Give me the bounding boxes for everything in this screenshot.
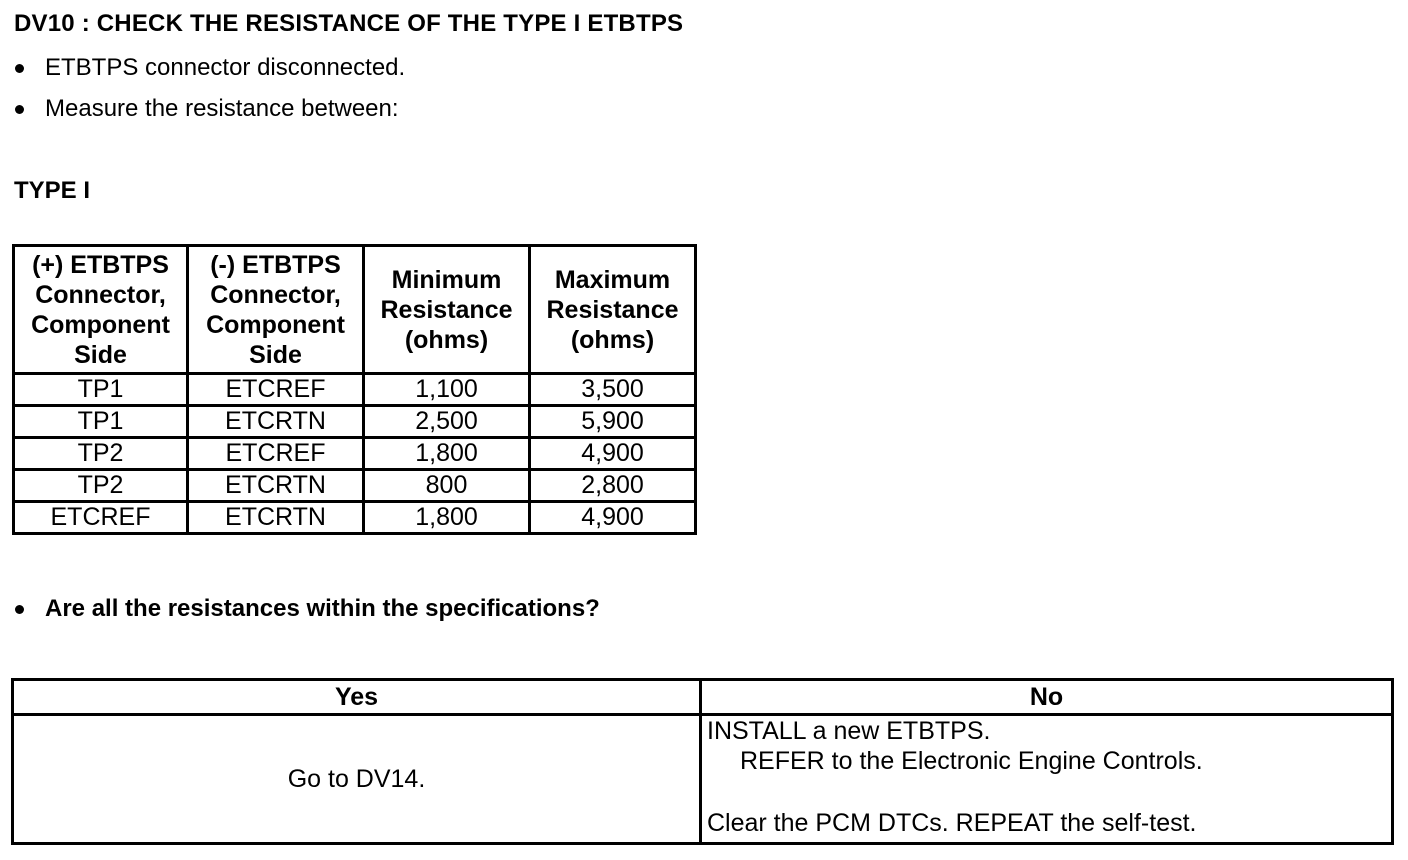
cell-positive: TP2	[14, 470, 188, 502]
cell-minimum: 1,800	[364, 502, 530, 534]
cell-positive: TP2	[14, 438, 188, 470]
cell-positive: TP1	[14, 374, 188, 406]
cell-negative: ETCREF	[188, 438, 364, 470]
answer-row	[13, 715, 1393, 844]
no-action-line: Clear the PCM DTCs. REPEAT the self-test.	[707, 809, 1197, 837]
bullet-text: ETBTPS connector disconnected.	[45, 54, 406, 81]
cell-positive: ETCREF	[14, 502, 188, 534]
cell-minimum: 2,500	[364, 406, 530, 438]
cell-maximum: 4,900	[530, 438, 696, 470]
bullet-dot-icon	[15, 605, 24, 614]
bullet-dot-icon	[15, 105, 24, 114]
no-action-line: REFER to the Electronic Engine Controls.	[740, 747, 1203, 775]
bullet-dot-icon	[15, 64, 24, 73]
table-header-row	[14, 246, 696, 374]
bullet-item	[14, 95, 399, 123]
section-subheading: TYPE I	[14, 177, 91, 204]
answer-header-row	[13, 680, 1393, 715]
table-row	[14, 406, 696, 438]
table-row	[14, 502, 696, 534]
header-positive-connector: (+) ETBTPS Connector, Component Side	[14, 246, 188, 374]
question-item	[14, 595, 600, 623]
yes-no-table	[11, 678, 1394, 845]
no-action-spacer	[707, 776, 1391, 808]
page-title: DV10 : CHECK THE RESISTANCE OF THE TYPE I ETBTPS	[14, 10, 684, 37]
cell-minimum: 800	[364, 470, 530, 502]
bullet-item	[14, 54, 405, 82]
table-row	[14, 374, 696, 406]
bullet-text: Measure the resistance between:	[45, 95, 399, 122]
cell-minimum: 1,800	[364, 438, 530, 470]
table-row	[14, 438, 696, 470]
cell-negative: ETCRTN	[188, 502, 364, 534]
resistance-spec-table	[12, 244, 697, 535]
cell-negative: ETCRTN	[188, 406, 364, 438]
header-negative-connector: (-) ETBTPS Connector, Component Side	[188, 246, 364, 374]
header-maximum-resistance: Maximum Resistance (ohms)	[530, 246, 696, 374]
cell-negative: ETCRTN	[188, 470, 364, 502]
no-action	[701, 715, 1393, 844]
cell-maximum: 2,800	[530, 470, 696, 502]
yes-header: Yes	[13, 680, 701, 715]
cell-negative: ETCREF	[188, 374, 364, 406]
cell-minimum: 1,100	[364, 374, 530, 406]
no-header: No	[701, 680, 1393, 715]
cell-maximum: 3,500	[530, 374, 696, 406]
no-action-line: INSTALL a new ETBTPS.	[707, 717, 991, 745]
cell-positive: TP1	[14, 406, 188, 438]
table-row	[14, 470, 696, 502]
cell-maximum: 5,900	[530, 406, 696, 438]
cell-maximum: 4,900	[530, 502, 696, 534]
header-minimum-resistance: Minimum Resistance (ohms)	[364, 246, 530, 374]
question-text: Are all the resistances within the specifications?	[45, 595, 600, 622]
yes-action: Go to DV14.	[13, 715, 701, 844]
